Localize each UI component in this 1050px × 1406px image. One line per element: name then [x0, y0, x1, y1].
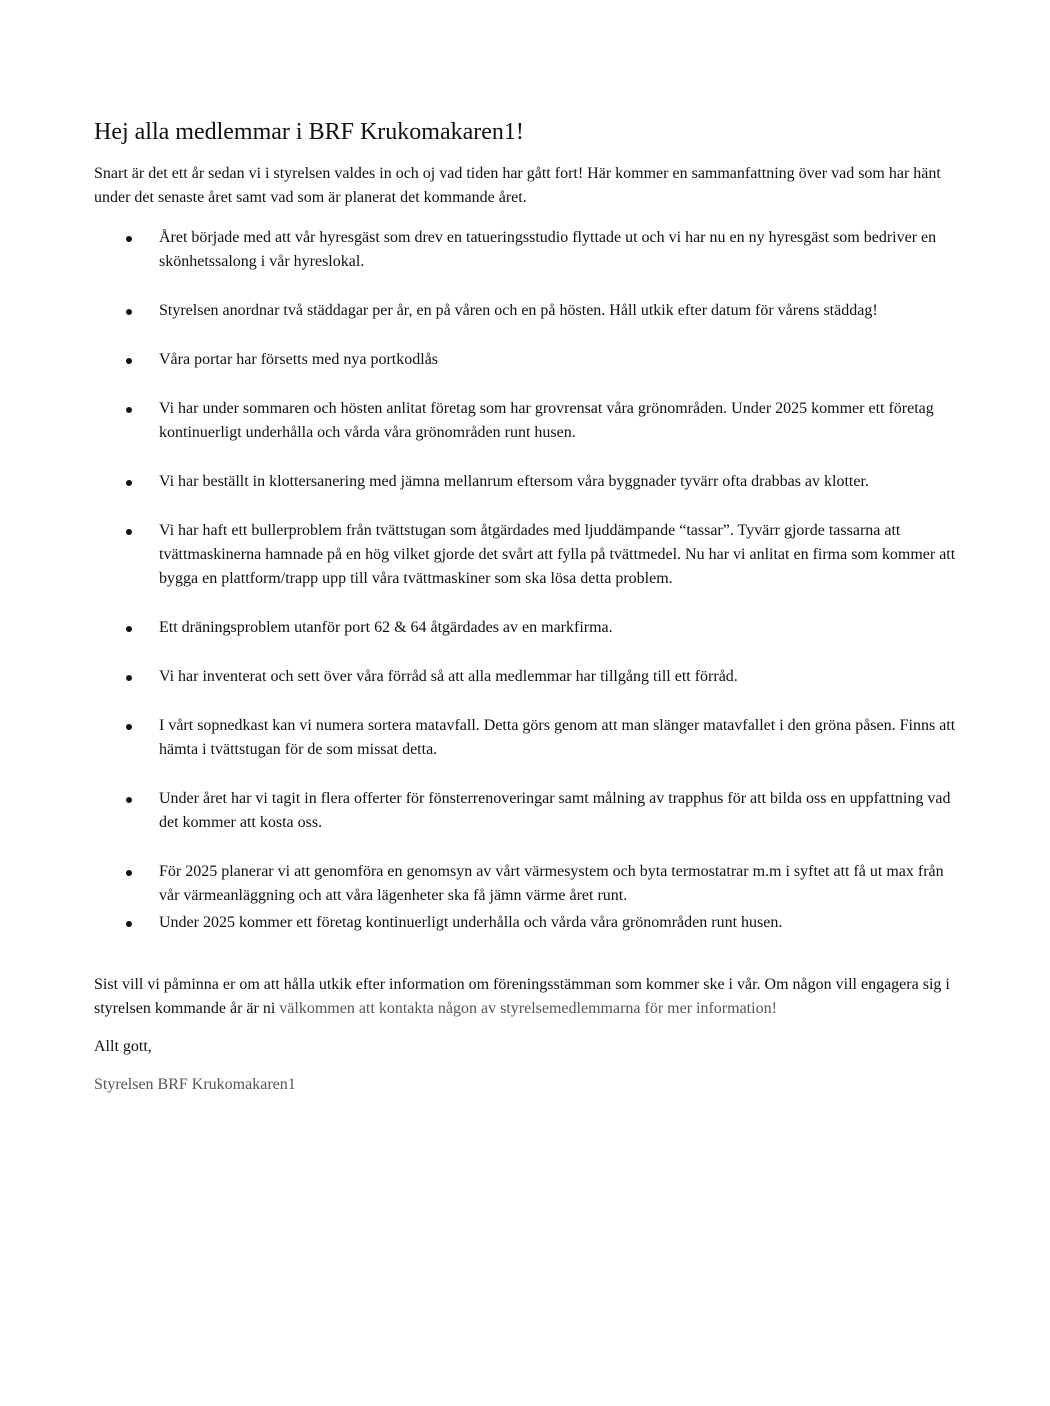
list-item — [94, 299, 964, 323]
list-item — [94, 787, 964, 835]
list-item — [94, 226, 964, 274]
bullet-icon — [126, 358, 132, 364]
letter — [94, 116, 964, 1097]
list-item-text: Våra portar har försetts med nya portkodlås — [159, 351, 439, 368]
news-list — [94, 226, 964, 935]
list-item — [94, 714, 964, 762]
list-item — [94, 860, 964, 908]
list-item — [94, 911, 964, 935]
signature: Styrelsen BRF Krukomakaren1 — [94, 1076, 296, 1093]
list-item-text: För 2025 planerar vi att genomföra en genomsyn av vårt värmesystem och byta termostatrar m.m i syftet att få ut max från vår värmeanläggning och att våra lägenheter ska få jämn värme året runt. — [159, 863, 944, 904]
bullet-icon — [126, 309, 132, 315]
bullet-icon — [126, 870, 132, 876]
list-item — [94, 470, 964, 494]
bullet-icon — [126, 480, 132, 486]
list-item — [94, 616, 964, 640]
list-item-text: Under 2025 kommer ett företag kontinuerligt underhålla och vårda våra grönområden runt husen. — [159, 914, 783, 931]
closing-paragraph — [94, 973, 964, 1021]
bullet-icon — [126, 529, 132, 535]
list-item — [94, 665, 964, 689]
closing-text: Sist vill vi påminna er om att hålla utkik efter information om föreningsstämman som kommer ske i vår. Om någon vill engagera sig i styrelsen kommande år är ni — [94, 976, 950, 1017]
intro-paragraph: Snart är det ett år sedan vi i styrelsen valdes in och oj vad tiden har gått fort! Här kommer en sammanfattning över vad som har hänt under det senaste året samt vad som är planerat det kommande året. — [94, 165, 941, 206]
list-item-text: Styrelsen anordnar två städdagar per år, en på våren och en på hösten. Håll utkik efter datum för vårens städdag! — [159, 302, 878, 319]
bullet-icon — [126, 407, 132, 413]
bullet-icon — [126, 675, 132, 681]
list-item — [94, 519, 964, 591]
closing-contact-text: välkommen att kontakta någon av styrelsemedlemmarna för mer information! — [279, 1000, 777, 1017]
list-item-text: I vårt sopnedkast kan vi numera sortera matavfall. Detta görs genom att man slänger matavfallet i den gröna påsen. Finns att hämta i tvättstugan för de som missat detta. — [159, 717, 956, 758]
list-item-text: Året började med att vår hyresgäst som drev en tatueringsstudio flyttade ut och vi har nu en ny hyresgäst som bedriver en skönhetssalong i vår hyreslokal. — [159, 229, 937, 270]
list-item-text: Vi har under sommaren och hösten anlitat företag som har grovrensat våra grönområden. Under 2025 kommer ett företag kontinuerligt underhålla och vårda våra grönområden runt husen. — [159, 400, 934, 441]
list-item — [94, 397, 964, 445]
list-item-text: Vi har haft ett bullerproblem från tvättstugan som åtgärdades med ljuddämpande “tassar”. Tyvärr gjorde tassarna att tvättmaskinerna hamnade på en hög vilket gjorde det svårt att fylla på tvättmedel. Nu har vi anlitat en firma som kommer att bygga en plattform/trapp upp till våra tvättmaskiner som ska lösa detta problem. — [159, 522, 956, 587]
list-item-text: Ett dräningsproblem utanför port 62 & 64 åtgärdades av en markfirma. — [159, 619, 613, 636]
bullet-icon — [126, 921, 132, 927]
greeting: Allt gott, — [94, 1038, 152, 1055]
letter-heading: Hej alla medlemmar i BRF Krukomakaren1! — [94, 119, 524, 145]
list-item — [94, 348, 964, 372]
bullet-icon — [126, 236, 132, 242]
bullet-icon — [126, 724, 132, 730]
list-item-text: Vi har beställt in klottersanering med jämna mellanrum eftersom våra byggnader tyvärr ofta drabbas av klotter. — [159, 473, 869, 490]
list-item-text: Vi har inventerat och sett över våra förråd så att alla medlemmar har tillgång till ett förråd. — [159, 668, 738, 685]
list-item-text: Under året har vi tagit in flera offerter för fönsterrenoveringar samt målning av trapphus för att bilda oss en uppfattning vad det kommer att kosta oss. — [159, 790, 951, 831]
bullet-icon — [126, 797, 132, 803]
bullet-icon — [126, 626, 132, 632]
